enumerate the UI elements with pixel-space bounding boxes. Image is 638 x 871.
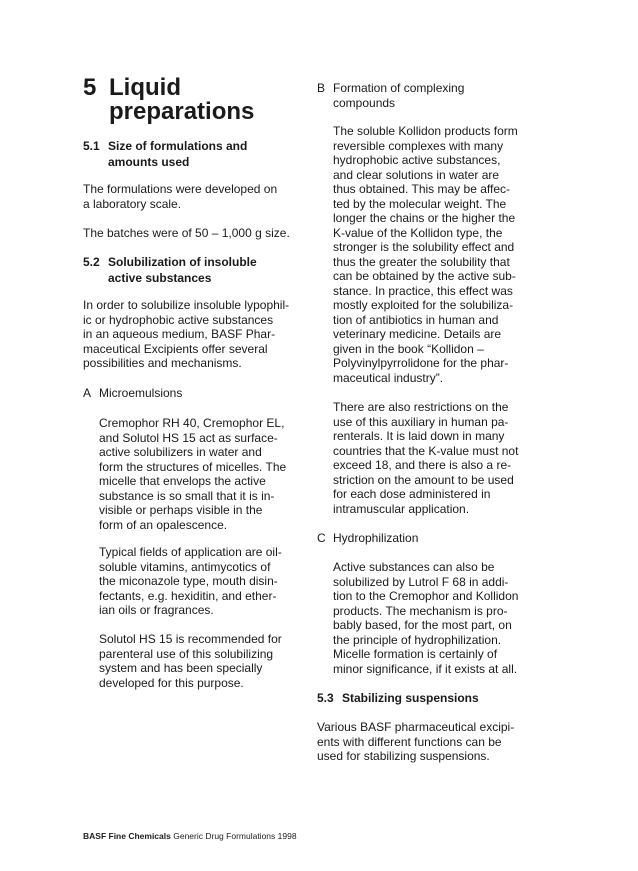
item-letter: C (317, 531, 326, 545)
text-line: active solubilizers in water and (99, 445, 262, 459)
item-letter: A (83, 386, 92, 400)
footer-text: Generic Drug Formulations 1998 (173, 831, 297, 841)
text-line: Micelle formation is certainly of (333, 647, 498, 661)
section-title-line1: Size of formulations and (108, 139, 248, 153)
text-line: and clear solutions in water are (333, 167, 500, 182)
text-line: Various BASF pharmaceutical excipi- (317, 720, 515, 734)
text-line: and Solutol HS 15 act as surface- (99, 430, 278, 445)
text-line: can be obtained by the active sub- (333, 269, 516, 283)
text-line: thus obtained. This may be affec- (333, 182, 510, 196)
paragraph-microemulsions-3 (99, 632, 282, 690)
paragraph-microemulsions-2 (99, 545, 282, 618)
item-a-heading (83, 386, 303, 401)
text-line: K-value of the Kollidon type, the (333, 225, 503, 240)
text-line: The batches were of 50 – 1,000 g size. (83, 226, 290, 240)
text-line: micelle that envelops the active (99, 474, 266, 488)
text-line: the principle of hydrophilization. (333, 632, 502, 647)
section-title-line1: Solubilization of insoluble (108, 255, 257, 269)
text-line: products. The mechanism is pro- (333, 603, 508, 618)
text-line: in an aqueous medium, BASF Phar- (83, 327, 276, 341)
text-line: tion to the Cremophor and Kollidon (333, 589, 519, 603)
text-line: possibilities and mechanisms. (83, 356, 242, 370)
text-line: Typical fields of application are oil- (99, 545, 282, 559)
section-5-3-heading (317, 690, 537, 706)
text-line: reversible complexes with many (333, 138, 504, 153)
text-line: countries that the K-value must not (333, 443, 519, 458)
item-letter: B (317, 81, 326, 95)
text-line: stronger is the solubility effect and (333, 240, 515, 254)
text-line: developed for this purpose. (99, 675, 244, 690)
text-line: mostly exploited for the solubiliza- (333, 298, 514, 312)
paragraph-suspensions (317, 720, 514, 764)
text-line: system and has been specially (99, 661, 263, 675)
section-number: 5.3 (317, 691, 334, 705)
text-line: the miconazole type, mouth disin- (99, 574, 278, 588)
paragraph-batches (83, 226, 290, 241)
text-line: hydrophobic active substances, (333, 153, 501, 167)
text-line: The formulations were developed on (83, 182, 278, 196)
text-line: given in the book “Kollidon – (333, 341, 484, 356)
section-title: Stabilizing suspensions (342, 691, 479, 705)
text-line: parenteral use of this solubilizing (99, 646, 274, 661)
item-title: Hydrophilization (333, 531, 419, 545)
paragraph-complexing-1 (333, 124, 518, 385)
text-line: In order to solubilize insoluble lypophil- (83, 298, 290, 312)
paragraph-complexing-2 (333, 400, 518, 516)
text-line: for each dose administered in (333, 487, 491, 501)
text-line: striction on the amount to be used (333, 472, 514, 487)
section-number: 5.2 (83, 255, 100, 269)
item-c-heading (317, 531, 537, 546)
text-line: solubilized by Lutrol F 68 in addi- (333, 574, 509, 589)
footer-brand: BASF Fine Chemicals (83, 831, 171, 841)
section-5-2-heading (83, 254, 303, 286)
text-line: bably based, for the most part, on (333, 618, 512, 632)
text-line: veterinary medicine. Details are (333, 327, 502, 341)
chapter-number: 5 (83, 74, 97, 101)
text-line: longer the chains or the higher the (333, 211, 516, 225)
text-line: soluble vitamins, antimycotics of (99, 559, 271, 574)
text-line: Solutol HS 15 is recommended for (99, 632, 282, 646)
item-title: Microemulsions (99, 386, 183, 400)
text-line: intramuscular application. (333, 501, 470, 516)
text-line: renterals. It is laid down in many (333, 429, 505, 443)
text-line: visible or perhaps visible in the (99, 503, 263, 517)
paragraph-microemulsions-1 (99, 416, 286, 532)
text-line: form the structures of micelles. The (99, 459, 287, 474)
text-line: Polyvinylpyrrolidone for the phar- (333, 356, 509, 370)
text-line: used for stabilizing suspensions. (317, 749, 490, 763)
chapter-title-line2: preparations (109, 98, 255, 125)
text-line: maceutical industry”. (333, 370, 444, 385)
text-line: form of an opalescence. (99, 517, 228, 532)
text-line: stance. In practice, this effect was (333, 283, 513, 298)
text-line: exceed 18, and there is also a re- (333, 458, 512, 472)
text-line: use of this auxiliary in human pa- (333, 414, 509, 429)
text-line: Active substances can also be (333, 560, 495, 574)
text-line: There are also restrictions on the (333, 400, 509, 414)
text-line: thus the greater the solubility that (333, 254, 510, 269)
text-line: ted by the molecular weight. The (333, 196, 507, 211)
paragraph-solubilize-intro (83, 298, 289, 371)
section-5-1-heading (83, 138, 303, 170)
text-line: fectants, e.g. hexiditin, and ether- (99, 588, 277, 603)
section-title-line2: amounts used (108, 155, 190, 169)
text-line: tion of antibiotics in human and (333, 312, 499, 327)
text-line: substance is so small that it is in- (99, 488, 275, 503)
item-title-line1: Formation of complexing (333, 81, 465, 95)
section-number: 5.1 (83, 139, 100, 153)
page-footer (83, 831, 297, 842)
text-line: The soluble Kollidon products form (333, 124, 518, 138)
paragraph-hydrophilization (333, 560, 518, 676)
text-line: Cremophor RH 40, Cremophor EL, (99, 416, 285, 430)
text-line: a laboratory scale. (83, 196, 182, 211)
text-line: maceutical Excipients offer several (83, 341, 268, 356)
item-title-line2: compounds (333, 95, 396, 110)
chapter-title-line1: Liquid (109, 74, 181, 101)
text-line: ic or hydrophobic active substances (83, 312, 274, 327)
item-b-heading (317, 81, 537, 111)
paragraph-formulations (83, 182, 277, 211)
text-line: minor significance, if it exists at all. (333, 661, 518, 676)
text-line: ian oils or fragrances. (99, 603, 214, 617)
section-title-line2: active substances (108, 271, 212, 285)
text-line: ents with different functions can be (317, 734, 502, 749)
